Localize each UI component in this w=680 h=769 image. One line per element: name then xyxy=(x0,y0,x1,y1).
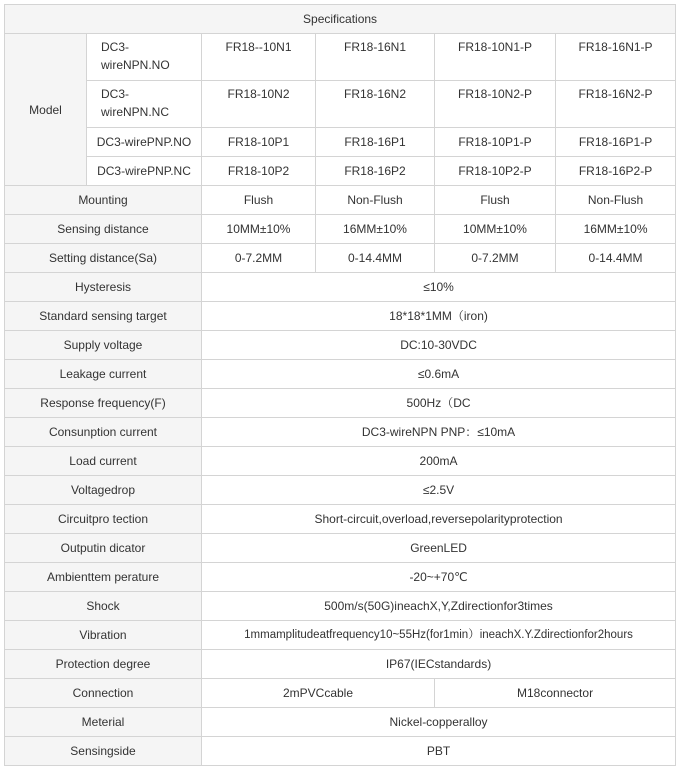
value-cell: 0-7.2MM xyxy=(202,244,316,273)
value-cell: Short-circuit,overload,reversepolarityprotection xyxy=(202,505,676,534)
value-cell: PBT xyxy=(202,737,676,766)
model-type-npn-nc: DC3- wireNPN.NC xyxy=(87,81,202,128)
consumption-current-row xyxy=(5,418,676,447)
value-cell: Flush xyxy=(435,186,556,215)
protection-degree-row xyxy=(5,650,676,679)
row-label: Circuitpro tection xyxy=(5,505,202,534)
sensing-side-row xyxy=(5,737,676,766)
value-cell: 200mA xyxy=(202,447,676,476)
model-cell: FR18-16P2-P xyxy=(556,157,676,186)
model-cell: FR18-16N2-P xyxy=(556,81,676,128)
value-cell: Non-Flush xyxy=(316,186,435,215)
model-cell: FR18-16N1 xyxy=(316,34,435,81)
model-row-npn-no xyxy=(5,34,676,81)
value-cell: 16MM±10% xyxy=(556,215,676,244)
value-cell: 500m/s(50G)ineachX,Y,Zdirectionfor3times xyxy=(202,592,676,621)
value-cell: 18*18*1MM（iron) xyxy=(202,302,676,331)
value-cell: 0-14.4MM xyxy=(316,244,435,273)
specifications-table xyxy=(4,4,676,766)
row-label: Meterial xyxy=(5,708,202,737)
value-cell: GreenLED xyxy=(202,534,676,563)
model-row-npn-nc xyxy=(5,81,676,128)
material-row xyxy=(5,708,676,737)
sensing-distance-row xyxy=(5,215,676,244)
row-label: Load current xyxy=(5,447,202,476)
model-type-pnp-no: DC3-wirePNP.NO xyxy=(87,128,202,157)
model-row-pnp-no xyxy=(5,128,676,157)
value-cell: ≤0.6mA xyxy=(202,360,676,389)
row-label: Vibration xyxy=(5,621,202,650)
row-label: Consunption current xyxy=(5,418,202,447)
row-label: Mounting xyxy=(5,186,202,215)
value-cell: 0-14.4MM xyxy=(556,244,676,273)
row-label: Supply voltage xyxy=(5,331,202,360)
model-cell: FR18-16P1-P xyxy=(556,128,676,157)
model-type-npn-no: DC3- wireNPN.NO xyxy=(87,34,202,81)
voltage-drop-row xyxy=(5,476,676,505)
row-label: Voltagedrop xyxy=(5,476,202,505)
table-header-row xyxy=(5,5,676,34)
value-cell: DC3-wireNPN PNP：≤10mA xyxy=(202,418,676,447)
output-indicator-row xyxy=(5,534,676,563)
value-cell: IP67(IECstandards) xyxy=(202,650,676,679)
row-label: Protection degree xyxy=(5,650,202,679)
circuit-protection-row xyxy=(5,505,676,534)
model-label: Model xyxy=(5,34,87,186)
model-cell: FR18-10N1-P xyxy=(435,34,556,81)
value-cell: -20~+70℃ xyxy=(202,563,676,592)
standard-target-row xyxy=(5,302,676,331)
value-cell: Nickel-copperalloy xyxy=(202,708,676,737)
value-cell: Non-Flush xyxy=(556,186,676,215)
value-cell: M18connector xyxy=(435,679,676,708)
value-cell: 10MM±10% xyxy=(435,215,556,244)
mounting-row xyxy=(5,186,676,215)
table-title: Specifications xyxy=(5,5,676,34)
model-row-pnp-nc xyxy=(5,157,676,186)
model-cell: FR18-16P1 xyxy=(316,128,435,157)
model-cell: FR18-10N2 xyxy=(202,81,316,128)
model-cell: FR18-10P2 xyxy=(202,157,316,186)
value-cell: ≤2.5V xyxy=(202,476,676,505)
row-label: Connection xyxy=(5,679,202,708)
row-label: Response frequency(F) xyxy=(5,389,202,418)
model-cell: FR18-10N2-P xyxy=(435,81,556,128)
connection-row xyxy=(5,679,676,708)
row-label: Sensingside xyxy=(5,737,202,766)
shock-row xyxy=(5,592,676,621)
load-current-row xyxy=(5,447,676,476)
value-cell: 2mPVCcable xyxy=(202,679,435,708)
row-label: Standard sensing target xyxy=(5,302,202,331)
row-label: Setting distance(Sa) xyxy=(5,244,202,273)
vibration-row xyxy=(5,621,676,650)
row-label: Outputin dicator xyxy=(5,534,202,563)
setting-distance-row xyxy=(5,244,676,273)
leakage-current-row xyxy=(5,360,676,389)
model-cell: FR18-10P1 xyxy=(202,128,316,157)
supply-voltage-row xyxy=(5,331,676,360)
model-cell: FR18--10N1 xyxy=(202,34,316,81)
row-label: Sensing distance xyxy=(5,215,202,244)
model-cell: FR18-16P2 xyxy=(316,157,435,186)
row-label: Leakage current xyxy=(5,360,202,389)
response-frequency-row xyxy=(5,389,676,418)
ambient-temperature-row xyxy=(5,563,676,592)
value-cell: 0-7.2MM xyxy=(435,244,556,273)
value-cell: ≤10% xyxy=(202,273,676,302)
hysteresis-row xyxy=(5,273,676,302)
value-cell: 16MM±10% xyxy=(316,215,435,244)
value-cell: Flush xyxy=(202,186,316,215)
value-cell: 1mmamplitudeatfrequency10~55Hz(for1min）ineachX.Y.Zdirectionfor2hours xyxy=(202,621,676,650)
row-label: Shock xyxy=(5,592,202,621)
row-label: Ambienttem perature xyxy=(5,563,202,592)
value-cell: 10MM±10% xyxy=(202,215,316,244)
model-cell: FR18-16N2 xyxy=(316,81,435,128)
value-cell: DC:10-30VDC xyxy=(202,331,676,360)
model-cell: FR18-16N1-P xyxy=(556,34,676,81)
row-label: Hysteresis xyxy=(5,273,202,302)
model-type-pnp-nc: DC3-wirePNP.NC xyxy=(87,157,202,186)
model-cell: FR18-10P2-P xyxy=(435,157,556,186)
value-cell: 500Hz（DC xyxy=(202,389,676,418)
model-cell: FR18-10P1-P xyxy=(435,128,556,157)
